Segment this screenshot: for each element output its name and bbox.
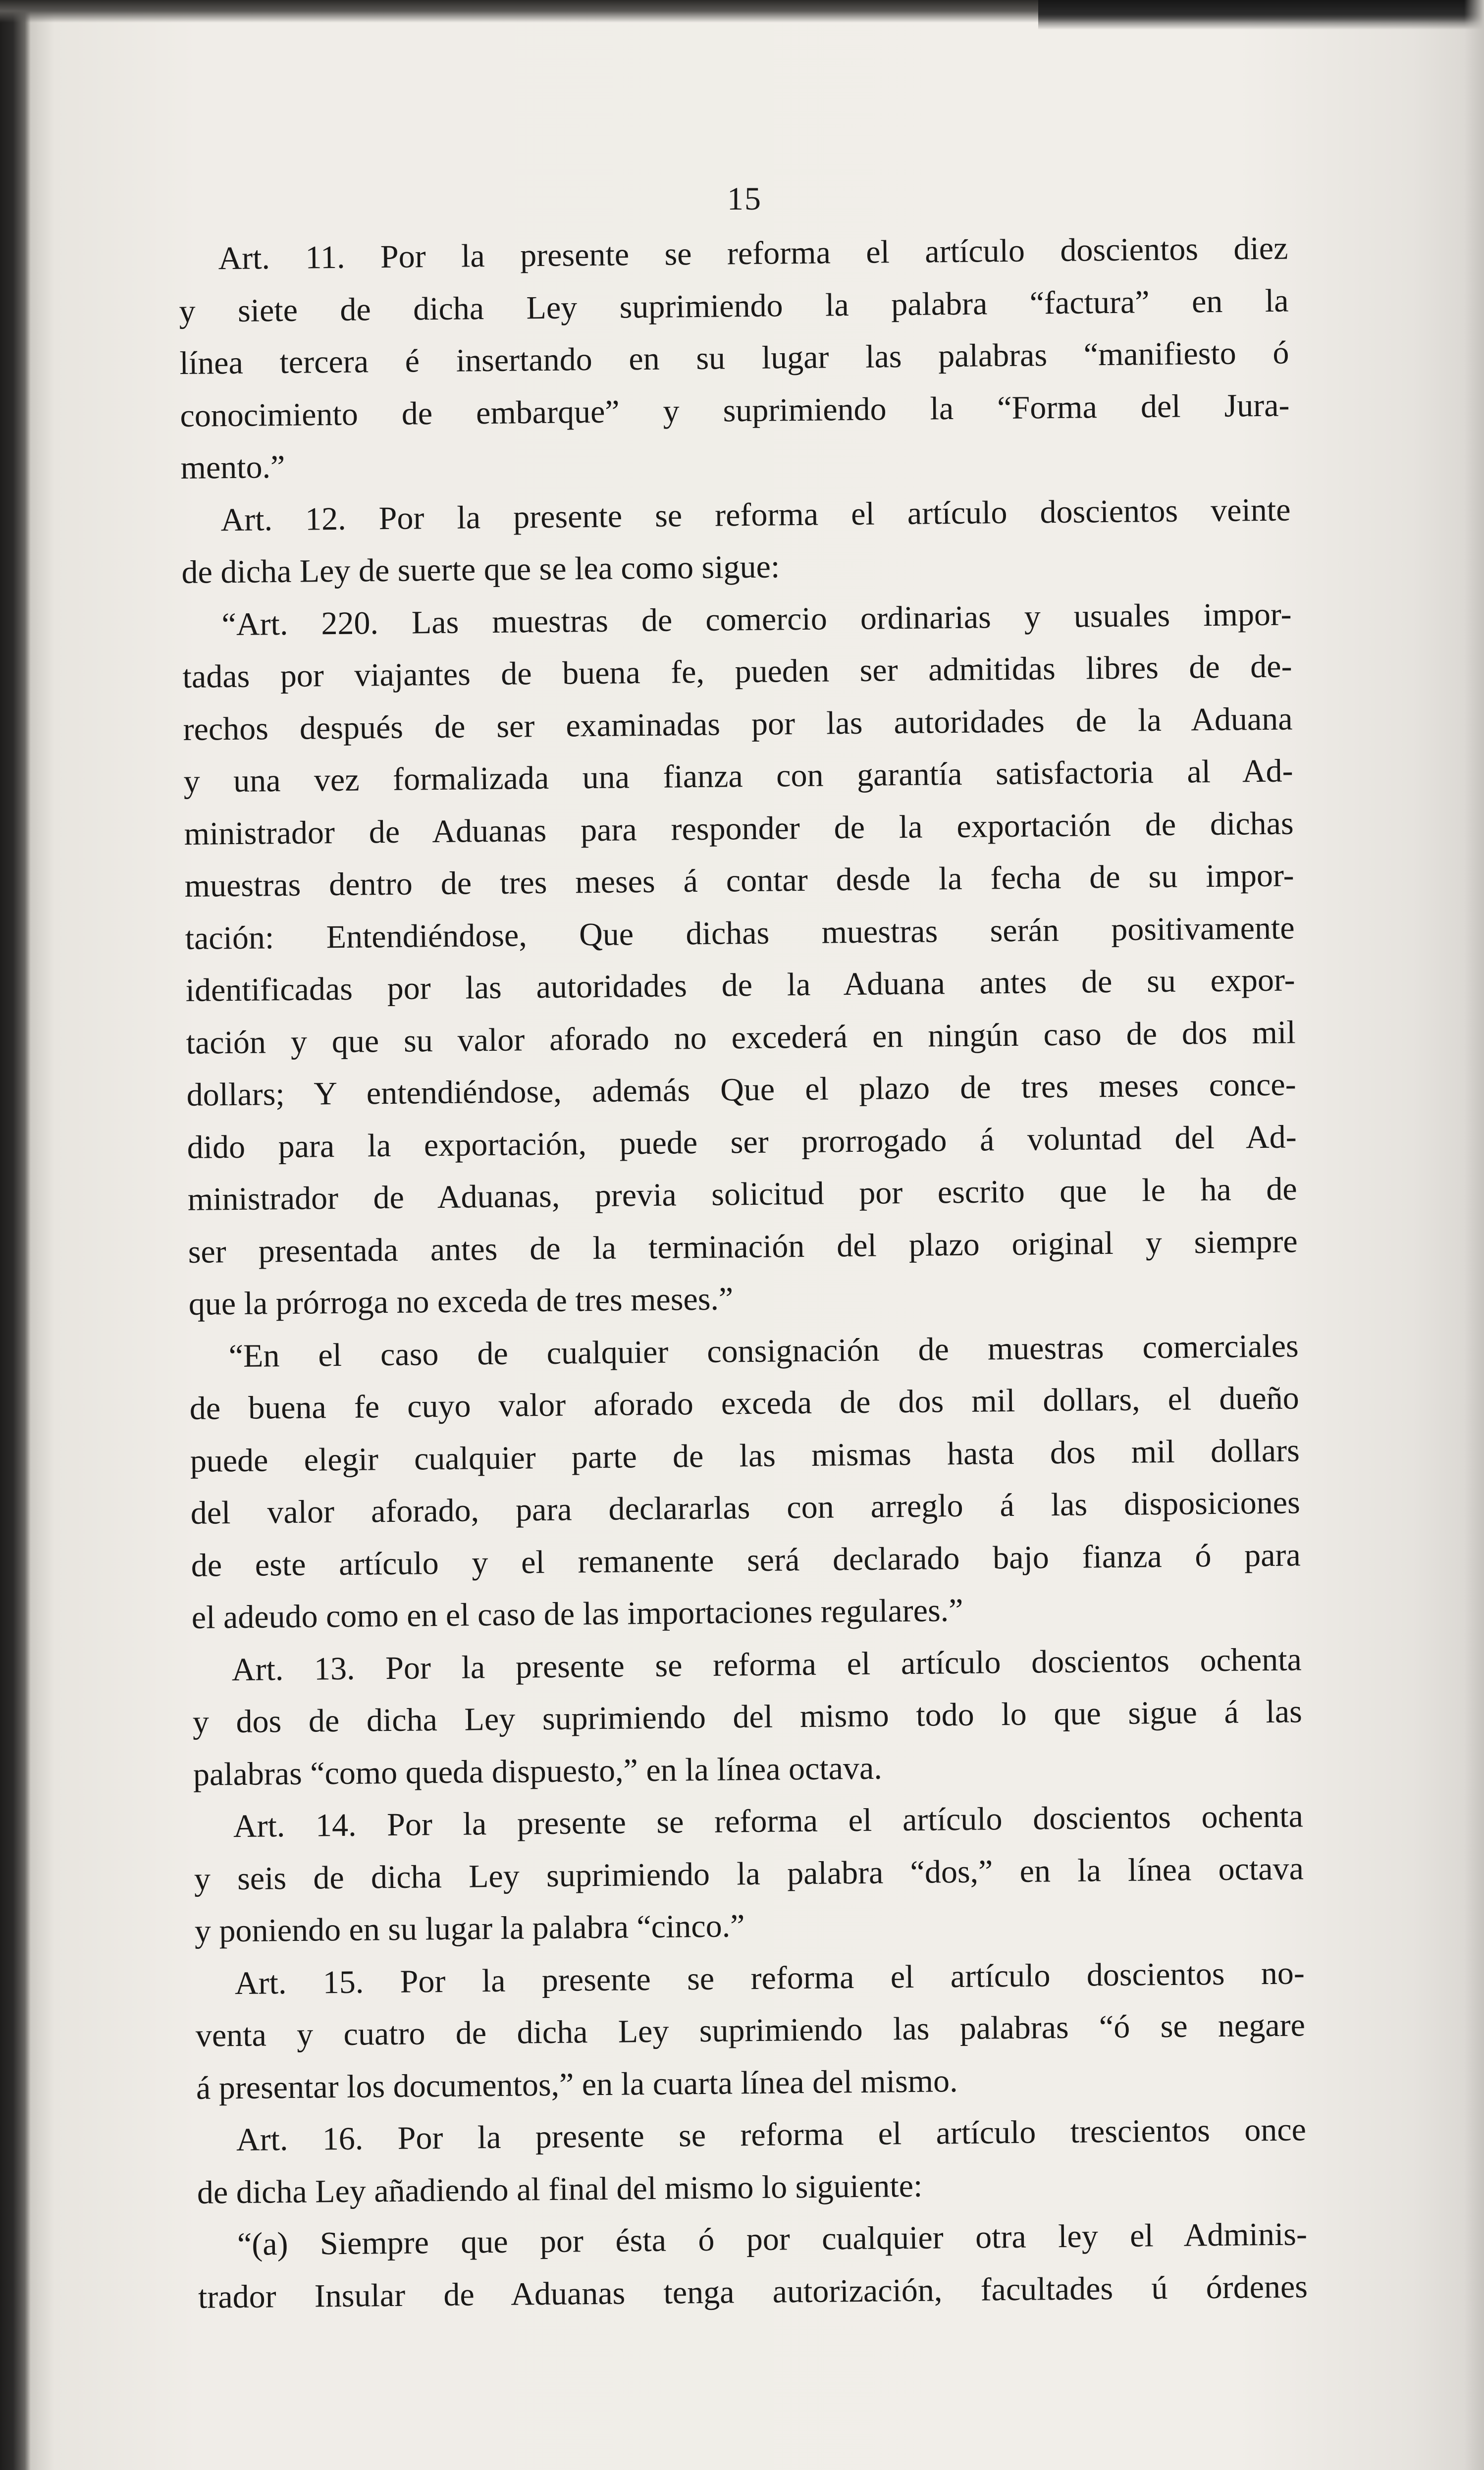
text-line: de dicha Ley de suerte que se lea como sigue: (181, 548, 780, 591)
text-line: que la prórroga no exceda de tres meses.” (188, 1281, 734, 1322)
text-line: y seis de dicha Ley suprimiendo la palabra “dos,” en la línea octava (194, 1850, 1304, 1897)
text-line: palabras “como queda dispuesto,” en la línea octava. (193, 1750, 883, 1793)
text-line: y dos de dicha Ley suprimiendo del mismo todo lo que sigue á las (192, 1693, 1303, 1740)
text-line: puede elegir cualquier parte de las mismas hasta dos mil dollars (190, 1432, 1300, 1479)
right-edge-shadow (1464, 0, 1484, 2470)
text-line: ministrador de Aduanas, previa solicitud por escrito que le ha de (187, 1171, 1297, 1218)
text-line: Art. 13. Por la presente se reforma el artículo doscientos ochenta (231, 1641, 1302, 1688)
page-number: 15 (727, 181, 762, 217)
text-line: “(a) Siempre que por ésta ó por cualquier otra ley el Adminis- (237, 2216, 1308, 2263)
text-line: Art. 14. Por la presente se reforma el artículo doscientos ochenta (233, 1798, 1304, 1845)
text-line: muestras dentro de tres meses á contar desde la fecha de su impor- (184, 857, 1294, 904)
text-line: ser presentada antes de la terminación del plazo original y siempre (188, 1223, 1298, 1270)
text-line: Art. 15. Por la presente se reforma el artículo doscientos no- (234, 1954, 1305, 2001)
text-line: venta y cuatro de dicha Ley suprimiendo las palabras “ó se negare (195, 2007, 1306, 2054)
text-line: conocimiento de embarque” y suprimiendo la “Forma del Jura- (180, 386, 1290, 434)
text-line: dido para la exportación, puede ser prorrogado á voluntad del Ad- (187, 1118, 1297, 1166)
text-line: el adeudo como en el caso de las importaciones regulares.” (191, 1592, 963, 1636)
text-line: y poniendo en su lugar la palabra “cinco.” (194, 1908, 745, 1949)
top-right-shadow (1038, 0, 1484, 30)
text-line: de este artículo y el remanente será declarado bajo fianza ó para (191, 1536, 1301, 1584)
text-line: dollars; Y entendiéndose, además Que el plazo de tres meses conce- (186, 1066, 1296, 1113)
text-line: ministrador de Aduanas para responder de la exportación de dichas (184, 805, 1294, 852)
text-line: Art. 16. Por la presente se reforma el artículo trescientos once (236, 2111, 1307, 2158)
text-line: de dicha Ley añadiendo al final del mismo lo siguiente: (197, 2167, 923, 2211)
text-line: Art. 12. Por la presente se reforma el artículo doscientos veinte (220, 491, 1291, 538)
text-line: del valor aforado, para declararlas con arreglo á las disposiciones (190, 1484, 1301, 1531)
text-line: tación: Entendiéndose, Que dichas muestras serán positivamente (185, 909, 1295, 957)
text-line: trador Insular de Aduanas tenga autorización, facultades ú órdenes (198, 2268, 1308, 2315)
body-text (178, 222, 1308, 2323)
text-line: “En el caso de cualquier consignación de muestras comerciales (228, 1327, 1299, 1374)
text-line: “Art. 220. Las muestras de comercio ordinarias y usuales impor- (221, 595, 1292, 643)
text-line: y una vez formalizada una fianza con garantía satisfactoria al Ad- (183, 752, 1293, 800)
text-line: tación y que su valor aforado no excederá en ningún caso de dos mil (186, 1014, 1296, 1061)
text-line: rechos después de ser examinadas por las autoridades de la Aduana (183, 700, 1293, 748)
text-line: mento.” (180, 448, 285, 486)
book-spine-shadow (0, 0, 31, 2470)
text-line: y siete de dicha Ley suprimiendo la palabra “factura” en la (179, 282, 1289, 329)
text-line: línea tercera é insertando en su lugar las palabras “manifiesto ó (179, 334, 1289, 381)
text-line: de buena fe cuyo valor aforado exceda de dos mil dollars, el dueño (189, 1380, 1300, 1427)
text-line: Art. 11. Por la presente se reforma el artículo doscientos diez (218, 230, 1288, 277)
text-line: identificadas por las autoridades de la Aduana antes de su expor- (185, 962, 1295, 1009)
text-line: tadas por viajantes de buena fe, pueden ser admitidas libres de de- (182, 648, 1292, 695)
text-line: á presentar los documentos,” en la cuarta línea del mismo. (196, 2062, 958, 2106)
